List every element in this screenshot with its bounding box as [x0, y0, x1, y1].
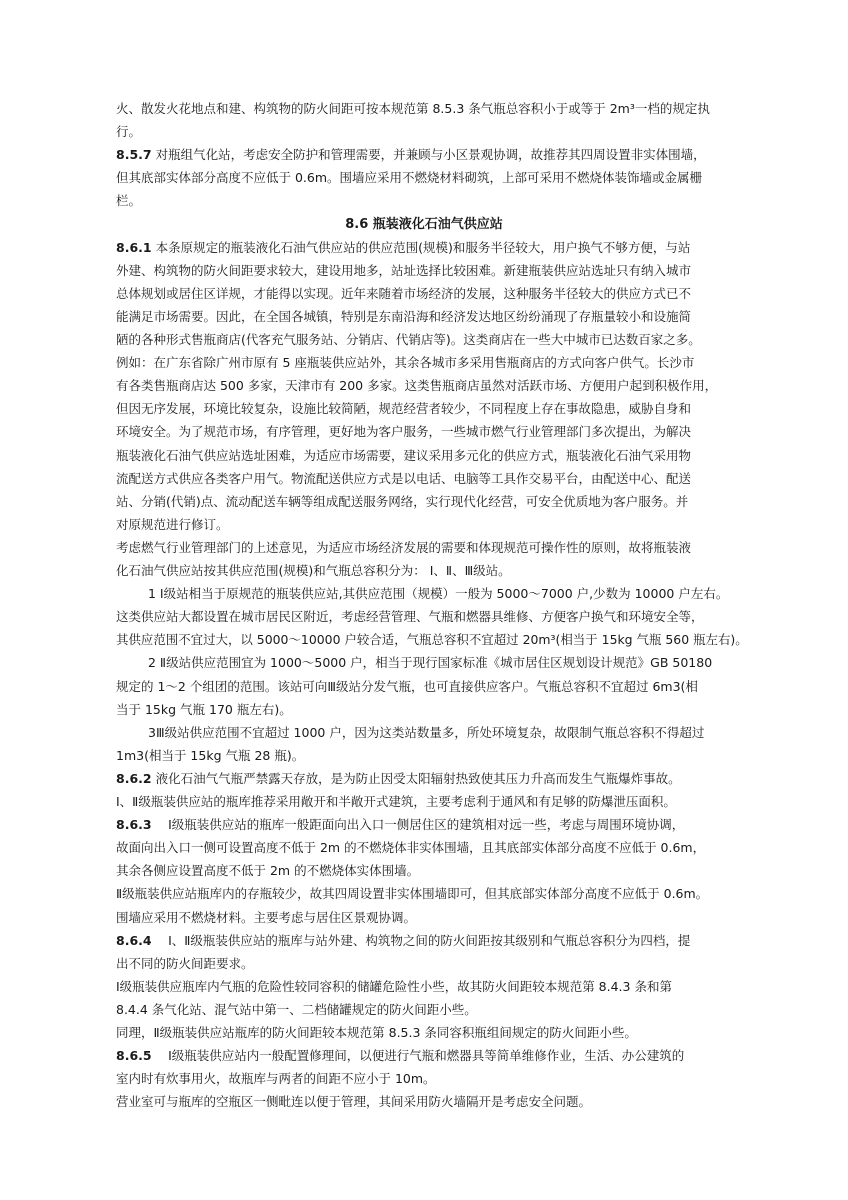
line-text: 行。 — [116, 124, 142, 140]
text-line — [116, 192, 141, 210]
line-text: 8.4.4 条气化站、混气站中第一、二档储罐规定的防火间距小些。 — [116, 1001, 477, 1017]
text-line — [116, 493, 688, 511]
line-text: 流配送方式供应各类客户用气。物流配送供应方式是以电话、电脑等工具作交易平台，由配送中心、配送 — [116, 470, 692, 486]
text-line — [116, 516, 229, 534]
clause-number: 8.6.4 — [116, 932, 152, 948]
text-line — [148, 585, 728, 603]
line-text: 当于 15kg 气瓶 170 瓶左右)。 — [116, 701, 292, 717]
text-line — [116, 1047, 684, 1065]
text-line — [116, 631, 748, 649]
line-text: 对瓶组气化站，考虑安全防护和管理需要，并兼顾与小区景观协调，故推荐其四周设置非实体围墙， — [155, 147, 706, 163]
line-text: Ⅰ级瓶装供应站内一般配置修理间，以便进行气瓶和燃器具等简单维修作业，生活、办公建筑的 — [155, 1048, 685, 1064]
text-line — [116, 354, 694, 372]
text-line — [116, 562, 511, 580]
text-line — [116, 470, 691, 488]
line-text: 但因无序发展，环境比较复杂，设施比较简陋，规范经营者较少，不同程度上存在事故隐患，威胁自身和 — [116, 401, 692, 417]
text-line — [116, 839, 705, 857]
text-line — [116, 1001, 477, 1019]
clause-number: 8.6.1 — [116, 239, 152, 255]
text-line — [116, 146, 706, 164]
text-line — [116, 978, 672, 996]
text-line — [116, 331, 701, 349]
line-text: 其余各侧应设置高度不低于 2m 的不燃烧体实体围墙。 — [116, 863, 420, 879]
text-line — [116, 678, 698, 696]
line-text: 其供应范围不宜过大，以 5000～10000 户较合适，气瓶总容积不宜超过 20m³(相当于 15kg 气瓶 560 瓶左右)。 — [116, 632, 748, 648]
text-line — [116, 1024, 637, 1042]
text-line — [116, 909, 416, 927]
line-text: Ⅰ级瓶装供应瓶库内气瓶的危险性较同容积的储罐危险性小些，故其防火间距较本规范第 8.4.3 条和第 — [116, 978, 672, 994]
text-line — [116, 862, 419, 880]
line-text: Ⅰ、Ⅱ级瓶装供应站的瓶库与站外建、构筑物之间的防火间距按其级别和气瓶总容积分为四档，提 — [155, 932, 691, 948]
line-text: 这类供应站大都设置在城市居民区附近，考虑经营管理、气瓶和燃器具维修、方便客户换气和环境安全等， — [116, 609, 704, 625]
text-line — [116, 793, 676, 811]
line-text: 环境安全。为了规范市场，有序管理，更好地为客户服务，一些城市燃气行业管理部门多次提出，为解决 — [116, 424, 692, 440]
text-line — [116, 169, 702, 187]
text-line — [148, 654, 712, 672]
text-line — [116, 1093, 591, 1111]
text-line — [116, 400, 691, 418]
clause-number: 8.5.7 — [116, 147, 152, 163]
text-line — [116, 770, 681, 788]
section-title: 8.6 瓶装液化石油气供应站 — [345, 216, 503, 232]
text-line — [116, 701, 292, 719]
line-text: 总体规划或居住区详规，才能得以实现。近年来随着市场经济的发展，这种服务半径较大的供应方式已不 — [116, 285, 692, 301]
line-text: 1 Ⅰ级站相当于原规范的瓶装供应站,其供应范围（规模）一般为 5000～7000 户,少数为 10000 户左右。 — [148, 586, 729, 602]
text-line — [116, 747, 304, 765]
line-text: 陋的各种形式售瓶商店(代客充气服务站、分销店、代销店等)。这类商店在一些大中城市已达数百家之多。 — [116, 332, 701, 347]
line-text: Ⅰ级瓶装供应站的瓶库一般距面向出入口一侧居住区的建筑相对远一些，考虑与周围环境协调， — [155, 817, 685, 833]
text-line — [116, 308, 691, 326]
line-text: 火、散发火花地点和建、构筑物的防火间距可按本规范第 8.5.3 条气瓶总容积小于或等于 2m³一档的规定执 — [116, 101, 710, 116]
line-text: 栏。 — [116, 193, 142, 209]
text-line — [148, 724, 704, 742]
text-line — [116, 816, 684, 834]
text-line — [116, 608, 704, 626]
text-line — [116, 285, 691, 303]
line-text: Ⅱ级瓶装供应站瓶库内的存瓶较少，故其四周设置非实体围墙即可，但其底部实体部分高度不应低于 0.6m。 — [116, 886, 709, 902]
line-text: 出不同的防火间距要求。 — [116, 955, 254, 971]
text-line — [116, 100, 710, 118]
text-line — [116, 955, 254, 973]
line-text: 化石油气供应站按其供应范围(规模)和气瓶总容积分为： Ⅰ、Ⅱ、Ⅲ级站。 — [116, 563, 511, 578]
clause-number: 8.6.3 — [116, 817, 152, 833]
line-text: 考虑燃气行业管理部门的上述意见，为适应市场经济发展的需要和体现规范可操作性的原则，故将瓶装液 — [116, 539, 692, 555]
line-text: Ⅰ、Ⅱ级瓶装供应站的瓶库推荐采用敞开和半敞开式建筑，主要考虑利于通风和有足够的防爆泄压面积。 — [116, 794, 676, 809]
text-line — [116, 123, 141, 141]
clause-number: 8.6.2 — [116, 770, 152, 786]
line-text: 规定的 1～2 个组团的范围。该站可向Ⅲ级站分发气瓶，也可直接供应客户。气瓶总容积不宜超过 6m3(相 — [116, 678, 698, 694]
line-text: 故面向出入口一侧可设置高度不低于 2m 的不燃烧体非实体围墙，且其底部实体部分高度不应低于 0.6m， — [116, 840, 706, 856]
text-line — [116, 423, 691, 441]
text-line — [116, 377, 717, 395]
clause-number: 8.6.5 — [116, 1048, 152, 1064]
line-text: 本条原规定的瓶装液化石油气供应站的供应范围(规模)和服务半径较大，用户换气不够方便，与站 — [155, 239, 691, 255]
line-text: 室内时有炊事用火，故瓶库与两者的间距不应小于 10m。 — [116, 1071, 436, 1087]
text-line — [116, 932, 690, 950]
text-line — [116, 1070, 436, 1088]
text-line — [116, 885, 708, 903]
line-text: 2 Ⅱ级站供应范围宜为 1000～5000 户，相当于现行国家标准《城市居住区规划设计规范》GB 50180 — [148, 655, 713, 671]
text-line — [116, 447, 691, 465]
line-text: 有各类售瓶商店达 500 多家，天津市有 200 多家。这类售瓶商店虽然对活跃市场、方便用户起到积极作用， — [116, 378, 718, 394]
line-text: 营业室可与瓶库的空瓶区一侧毗连以便于管理，其间采用防火墙隔开是考虑安全问题。 — [116, 1094, 592, 1110]
line-text: 3Ⅲ级站供应范围不宜超过 1000 户，因为这类站数量多，所处环境复杂，故限制气瓶总容积不得超过 — [148, 724, 705, 740]
line-text: 对原规范进行修订。 — [116, 516, 229, 532]
line-text: 1m3(相当于 15kg 气瓶 28 瓶)。 — [116, 747, 305, 763]
line-text: 站、分销(代销)点、流动配送车辆等组成配送服务网络，实行现代化经营，可安全优质地为客户服务。并 — [116, 493, 689, 509]
text-line — [116, 262, 691, 280]
text-line — [116, 239, 690, 257]
line-text: 同理，Ⅱ级瓶装供应站瓶库的防火间距较本规范第 8.5.3 条同容积瓶组间规定的防火间距小些。 — [116, 1025, 637, 1040]
line-text: 但其底部实体部分高度不应低于 0.6m。围墙应采用不燃烧材料砌筑，上部可采用不燃烧体装饰墙或金属栅 — [116, 170, 703, 186]
text-line — [116, 539, 691, 557]
line-text: 液化石油气气瓶严禁露天存放，是为防止因受太阳辐射热致使其压力升高而发生气瓶爆炸事故。 — [155, 770, 681, 786]
line-text: 外建、构筑物的防火间距要求较大，建设用地多，站址选择比较困难。新建瓶装供应站选址只有纳入城市 — [116, 262, 692, 278]
line-text: 围墙应采用不燃烧材料。主要考虑与居住区景观协调。 — [116, 909, 417, 925]
line-text: 瓶装液化石油气供应站选址困难，为适应市场需要，建议采用多元化的供应方式，瓶装液化石油气采用物 — [116, 447, 692, 463]
line-text: 能满足市场需要。因此，在全国各城镇，特别是东南沿海和经济发达地区纷纷涌现了存瓶量较小和设施简 — [116, 308, 692, 324]
line-text: 例如：在广东省除广州市原有 5 座瓶装供应站外，其余各城市多采用售瓶商店的方式向客户供气。长沙市 — [116, 355, 695, 371]
